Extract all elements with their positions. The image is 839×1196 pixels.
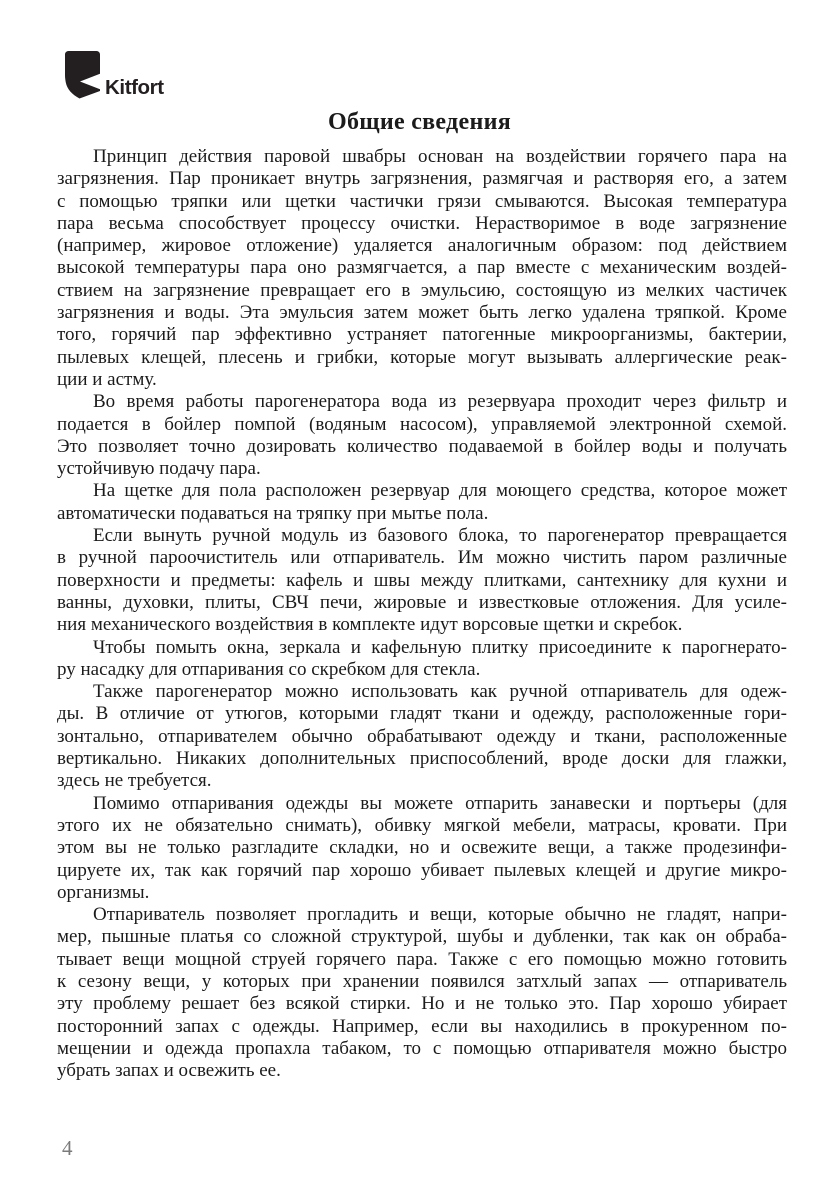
text-line: загрязнения и воды. Эта эмульсия затем может быть легко удалена тряпкой. Кроме: [57, 302, 787, 324]
paragraph: [57, 793, 787, 904]
text-line: ния механического воздействия в комплекте идут ворсовые щетки и скребок.: [57, 614, 683, 636]
text-line: Во время работы парогенератора вода из резервуара проходит через фильтр и: [93, 391, 787, 413]
text-line: тывает вещи мощной струей горячего пара. Также с его помощью можно готовить: [57, 948, 787, 970]
text-line: мещении и одежда пропахла табаком, то с помощью отпаривателя можно быстро: [57, 1037, 787, 1059]
text-line: ции и астму.: [57, 368, 157, 390]
brand-logo-text: Kitfort: [105, 75, 164, 99]
text-line: На щетке для пола расположен резервуар для моющего средства, которое может: [93, 480, 787, 502]
text-line: убрать запах и освежить ее.: [57, 1060, 281, 1082]
paragraph: [57, 525, 787, 636]
text-line: к сезону вещи, у которых при хранении появился затхлый запах — отпариватель: [57, 970, 787, 992]
text-line: автоматически подаваться на тряпку при мытье пола.: [57, 502, 489, 524]
text-line: мер, пышные платья со сложной структурой, шубы и дубленки, так как он обраба-: [57, 926, 787, 948]
text-line: в ручной пароочиститель или отпариватель. Им можно чистить паром различные: [57, 547, 787, 569]
kitfort-logo-icon: [65, 51, 100, 99]
page-title: Общие сведения: [328, 109, 511, 136]
body-text: [57, 146, 787, 1082]
paragraph: [57, 904, 787, 1082]
paragraph: [57, 480, 787, 525]
text-line: ру насадку для отпаривания со скребком для стекла.: [57, 658, 481, 680]
text-line: эту проблему решает без всякой стирки. Но и не только это. Пар хорошо убирает: [57, 993, 787, 1015]
brand-logo: [65, 51, 164, 99]
text-line: вертикально. Никаких дополнительных приспособлений, вроде доски для глажки,: [57, 748, 787, 770]
text-line: Помимо отпаривания одежды вы можете отпарить занавески и портьеры (для: [93, 792, 787, 814]
paragraph: [57, 146, 787, 391]
text-line: организмы.: [57, 881, 150, 903]
text-line: цируете их, так как горячий пар хорошо убивает пылевых клещей и другие микро-: [57, 859, 787, 881]
text-line: Если вынуть ручной модуль из базового блока, то парогенератор превращается: [93, 525, 787, 547]
text-line: поверхности и предметы: кафель и швы между плитками, сантехнику для кухни и: [57, 569, 787, 591]
text-line: Чтобы помыть окна, зеркала и кафельную плитку присоедините к парогнерато-: [93, 636, 787, 658]
paragraph: [57, 637, 787, 682]
text-line: с помощью тряпки или щетки частички грязи смываются. Высокая температура: [57, 190, 787, 212]
text-line: этом вы не только разгладите складки, но и освежите вещи, а также продезинфи-: [57, 837, 787, 859]
page-number: 4: [62, 1136, 73, 1160]
paragraph: [57, 391, 787, 480]
text-line: (например, жировое отложение) удаляется аналогичным образом: под действием: [57, 235, 787, 257]
text-line: того, горячий пар эффективно устраняет патогенные микроорганизмы, бактерии,: [57, 324, 787, 346]
paragraph: [57, 681, 787, 792]
text-line: высокой температуры пара оно размягчается, а пар вместе с механическим воздей-: [57, 257, 787, 279]
text-line: ствием на загрязнение превращает его в эмульсию, состоящую из мелких частичек: [57, 279, 787, 301]
text-line: Это позволяет точно дозировать количество подаваемой в бойлер воды и получать: [57, 435, 787, 457]
text-line: пара весьма способствует процессу очистки. Нерастворимое в воде загрязнение: [57, 212, 787, 234]
text-line: этого их не обязательно снимать), обивку мягкой мебели, матрасы, кровати. При: [57, 814, 787, 836]
text-line: Принцип действия паровой швабры основан на воздействии горячего пара на: [93, 146, 787, 167]
text-line: Отпариватель позволяет прогладить и вещи, которые обычно не гладят, напри-: [93, 904, 787, 926]
text-line: пылевых клещей, плесень и грибки, которые могут вызывать аллергические реак-: [57, 346, 787, 368]
text-line: посторонний запах с одежды. Например, если вы находились в прокуренном по-: [57, 1015, 787, 1037]
text-line: зонтально, отпаривателем обычно обрабатывают одежду и ткани, расположенные: [57, 725, 787, 747]
text-line: здесь не требуется.: [57, 770, 212, 792]
text-line: ды. В отличие от утюгов, которыми гладят ткани и одежду, расположенные гори-: [57, 703, 787, 725]
text-line: ванны, духовки, плиты, СВЧ печи, жировые и известковые отложения. Для усиле-: [57, 591, 787, 613]
text-line: устойчивую подачу пара.: [57, 458, 261, 480]
text-line: Также парогенератор можно использовать как ручной отпариватель для одеж-: [93, 681, 787, 703]
text-line: подается в бойлер помпой (водяным насосом), управляемой электронной схемой.: [57, 413, 787, 435]
text-line: загрязнения. Пар проникает внутрь загрязнения, размягчая и растворяя его, а затем: [57, 168, 787, 190]
